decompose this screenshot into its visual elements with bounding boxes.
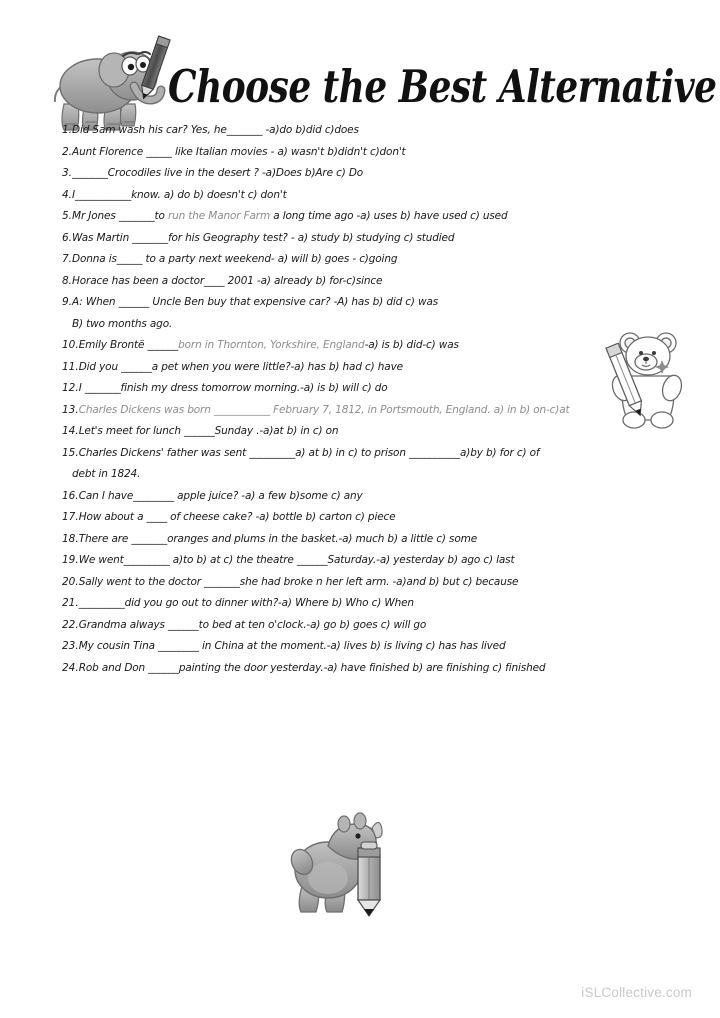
question-row [0,206,720,228]
islcollective-watermark: iSLCollective.com [581,985,692,1000]
question-text [79,593,706,615]
question-number: 12. [62,382,79,394]
question-number: 18. [62,532,79,545]
question-text-part: _______Crocodiles live in the desert ? -a)Does b)Are c) Do [72,167,364,179]
question-row [0,507,720,529]
question-row [0,658,720,680]
question-text [79,572,706,594]
question-text-part: I___________know. a) do b) doesn't c) don't [72,188,287,201]
question-row [0,529,720,551]
question-number: 11. [62,360,79,373]
question-row [0,464,720,486]
question-text [72,185,706,207]
question-number: 20. [62,575,79,588]
question-row [0,443,720,465]
question-text-part: debt in 1824. [72,468,141,480]
question-text-part: Sally went to the doctor _______she had broke n her left arm. -a)and b) but c) because [78,575,519,588]
question-row [0,185,720,207]
question-text-part: How about a ____ of cheese cake? -a) bottle b) carton c) piece [78,511,396,523]
question-text-part: Grandma always ______to bed at ten o'clock.-a) go b) goes c) will go [78,618,427,631]
question-text-part: Mr Jones _______to [72,210,168,222]
question-number: 24. [62,661,79,674]
question-number: 4. [62,188,73,201]
rhino-with-pencil-icon [266,812,394,924]
question-text-part: born in Thornton, Yorkshire, England [178,339,365,351]
question-number: 16. [62,489,79,502]
question-text-part: -a) is b) did-c) was [364,339,459,351]
question-text [72,206,706,228]
question-number: 7. [62,253,73,265]
question-number: 10. [62,339,79,351]
question-row [0,572,720,594]
question-number: 9. [62,296,73,308]
question-text-part: A: When ______ Uncle Ben buy that expensive car? -A) has b) did c) was [72,296,439,308]
question-text [79,550,706,572]
question-text [79,507,706,529]
question-row [0,292,720,314]
question-text-part: Did Sam wash his car? Yes, he_______ -a)do b)did c)does [72,124,359,136]
question-row [0,615,720,637]
question-text-part: Aunt Florence _____ like Italian movies - a) wasn't b)didn't c)don't [72,145,406,158]
question-text [72,249,706,271]
question-row [0,271,720,293]
teddy-bear-with-pencil-icon [596,326,688,430]
question-number: 1. [62,124,73,136]
question-row [0,593,720,615]
question-number: 17. [62,511,79,523]
question-text-part: B) two months ago. [72,317,173,330]
question-text-part: Rob and Don ______painting the door yesterday.-a) have finished b) are finishing c) finished [78,661,546,674]
question-row [0,120,720,142]
question-text-part: _________did you go out to dinner with?-a) Where b) Who c) When [78,597,414,609]
question-text-part: My cousin Tina ________ in China at the moment.-a) lives b) is living c) has has lived [78,640,506,652]
question-text-part: Horace has been a doctor____ 2001 -a) already b) for-c)since [72,274,383,287]
question-text [79,636,706,658]
question-number: 3. [62,167,73,179]
question-number: 23. [62,640,79,652]
question-text-part: There are _______oranges and plums in the basket.-a) much b) a little c) some [78,532,478,545]
worksheet-header [0,14,720,132]
question-number: 8. [62,274,73,287]
question-text-part: Donna is_____ to a party next weekend- a) will b) goes - c)going [72,253,398,265]
question-number: 2. [62,145,73,158]
question-text [72,142,706,164]
question-text [79,658,706,680]
question-number: 5. [62,210,73,222]
question-text [79,529,706,551]
question-text [79,443,706,465]
question-row [0,249,720,271]
question-text [72,228,706,250]
question-text [79,486,706,508]
question-number: 21. [62,597,79,609]
question-text-part: I _______finish my dress tomorrow morning.-a) is b) will c) do [78,382,388,394]
question-row [0,550,720,572]
question-text [72,292,706,314]
question-text [72,120,706,142]
question-text-part: Can I have________ apple juice? -a) a few b)some c) any [78,489,363,502]
question-text-part: run the Manor Farm [167,210,274,222]
question-number: 19. [62,554,79,566]
question-text [79,615,706,637]
question-text-part: Was Martin _______for his Geography test? - a) study b) studying c) studied [72,231,455,244]
question-text-part: Charles Dickens' father was sent _________a) at b) in c) to prison __________a)by b) for c) of [78,446,540,459]
question-text-part: Did you ______a pet when you were little?-a) has b) had c) have [78,360,403,373]
question-number: 22. [62,618,79,631]
page-title: Choose the Best Alternative [168,59,717,113]
question-text [72,271,706,293]
question-row [0,142,720,164]
question-row [0,228,720,250]
question-text-part: Let's meet for lunch ______Sunday .-a)at b) in c) on [78,425,339,437]
question-row [0,486,720,508]
question-number: 14. [62,425,79,437]
question-text [72,464,706,486]
question-row [0,636,720,658]
question-text-part: Emily Brontë ______ [78,339,179,351]
question-number: 13. [62,403,79,416]
question-row [0,163,720,185]
question-text-part: a long time ago -a) uses b) have used c) used [273,210,508,222]
question-text [72,163,706,185]
question-text-part: We went_________ a)to b) at c) the theatre ______Saturday.-a) yesterday b) ago c) last [78,554,515,566]
question-number: 15. [62,446,79,459]
question-number: 6. [62,231,73,244]
question-text-part: Charles Dickens was born ___________ February 7, 1812, in Portsmouth, England. a) in b) on-c)at [78,403,570,416]
